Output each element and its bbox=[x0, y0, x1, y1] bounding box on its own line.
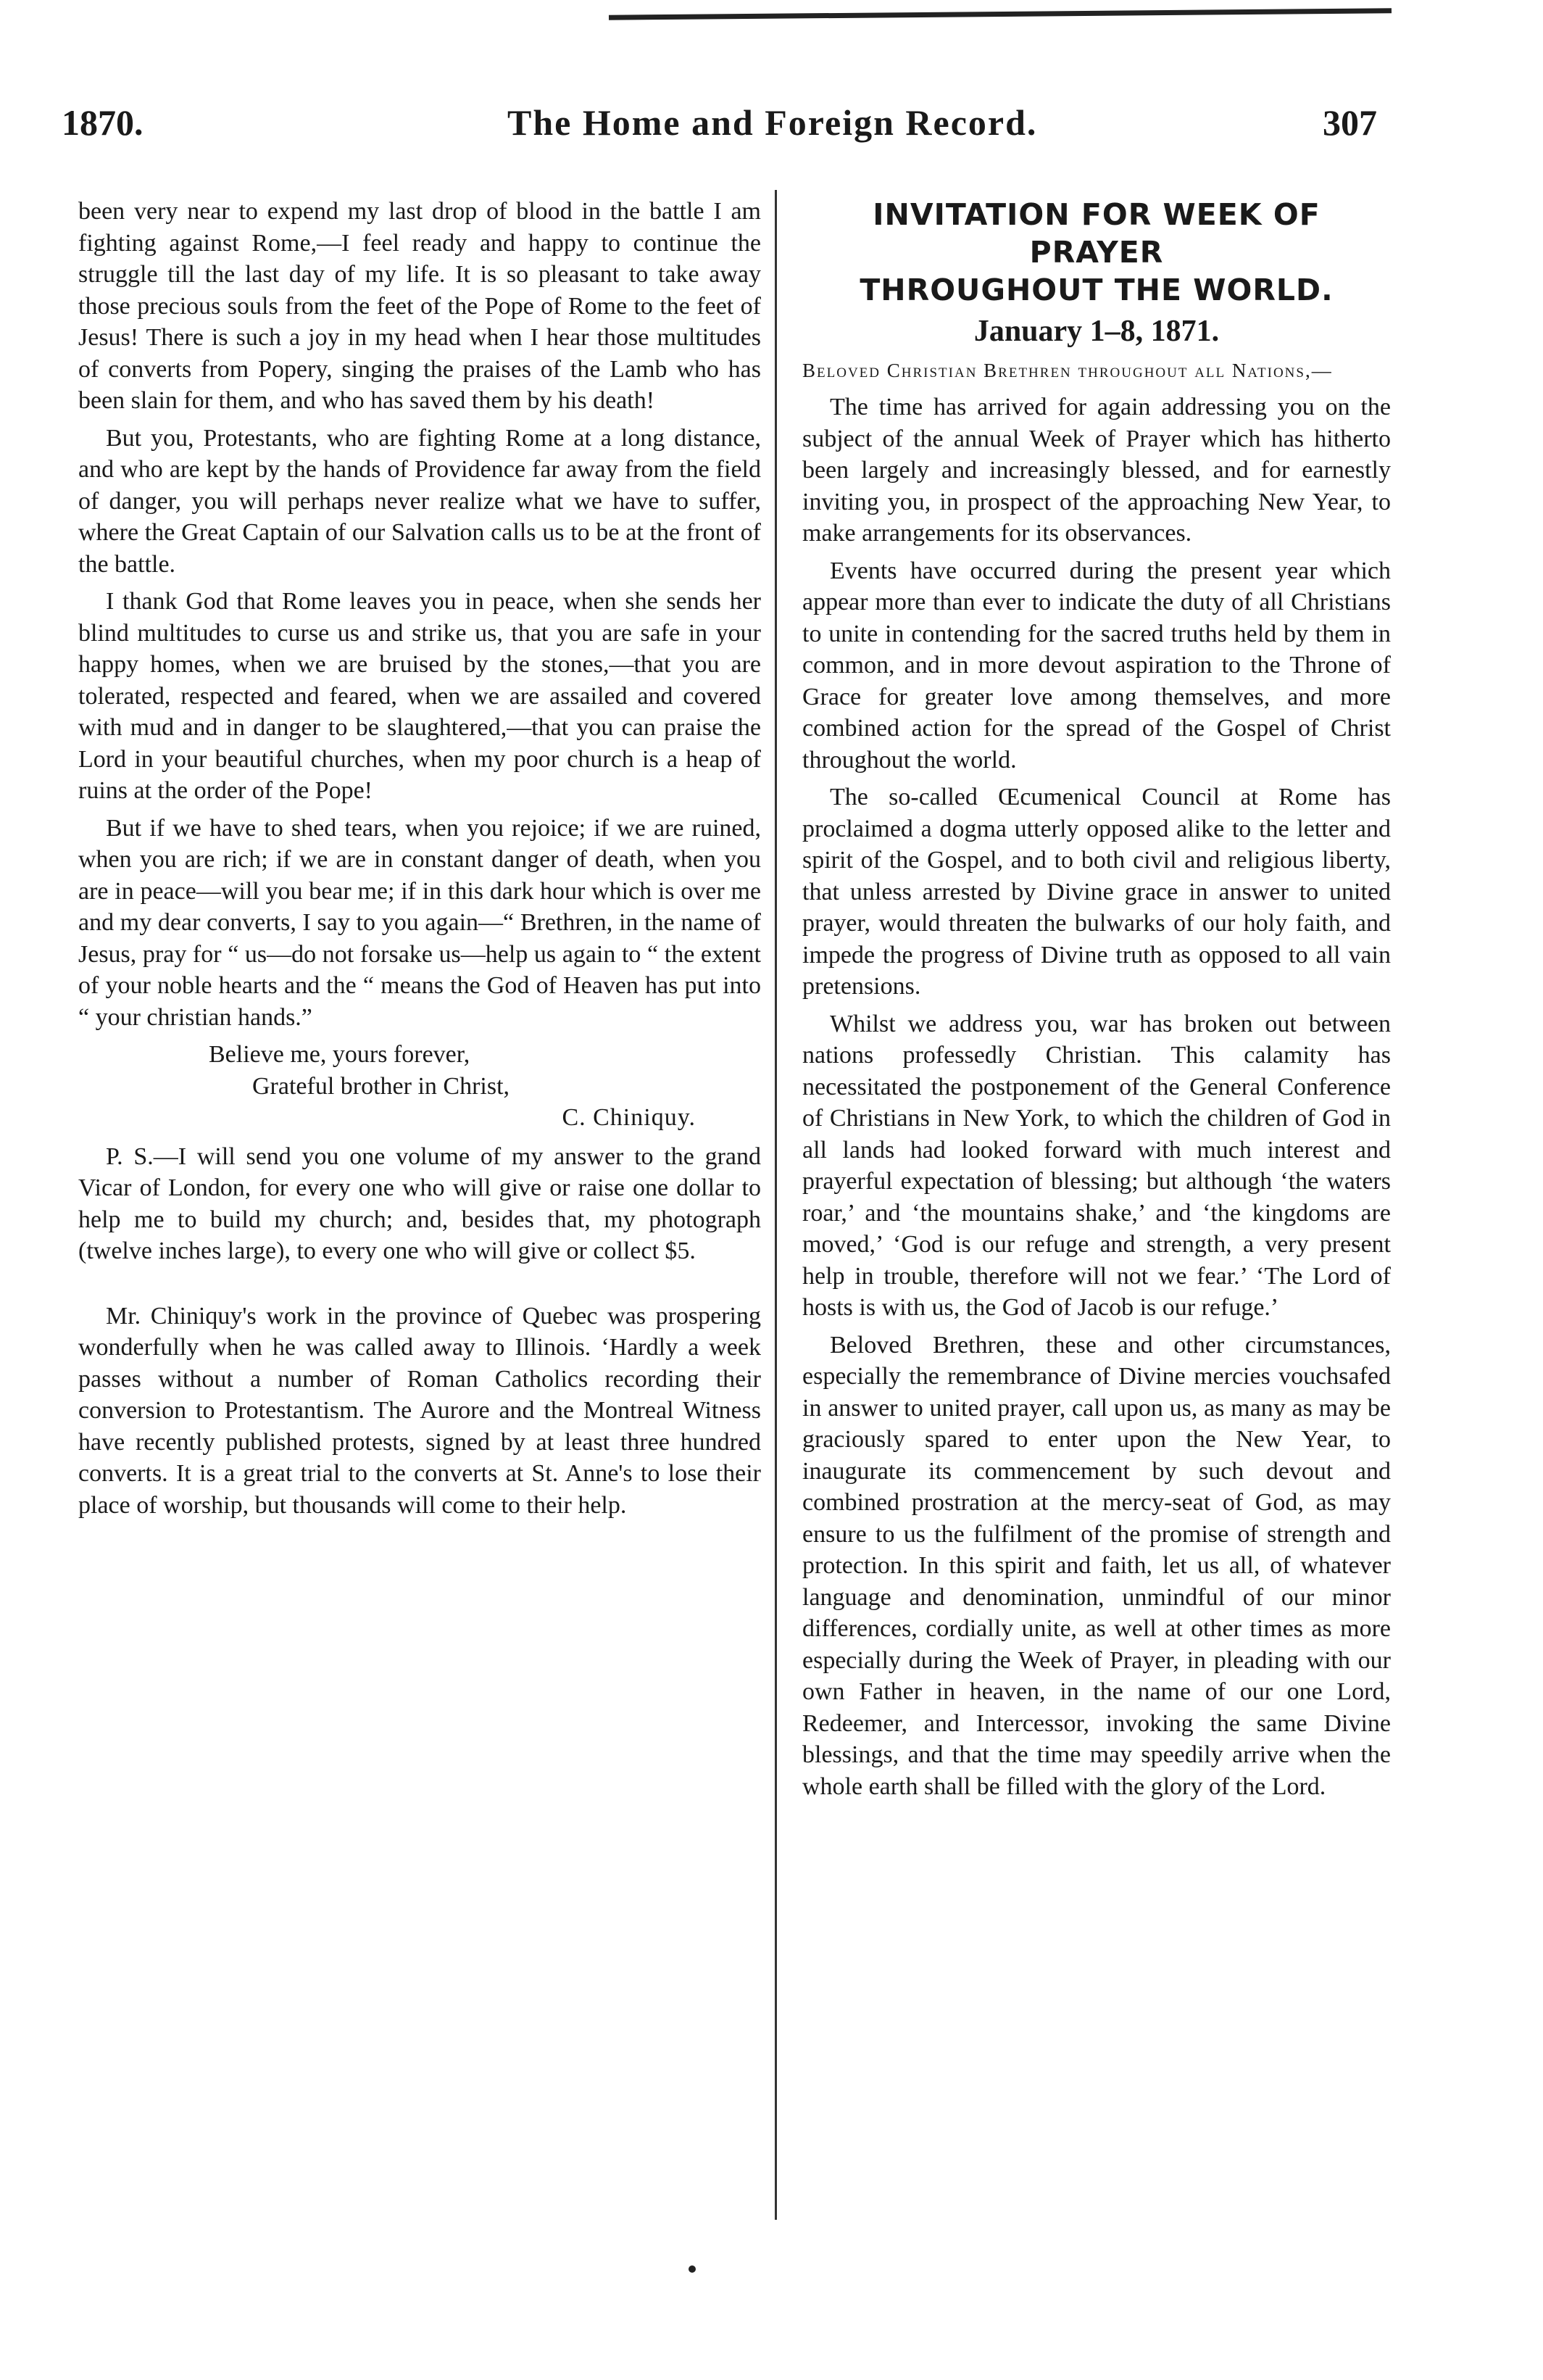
right-paragraph-4: Whilst we address you, war has broken out between nations professedly Christian. This calamity has necessitated the postponement of the General Conference of Christians in New York, to which the children of God in all lands had looked forward with much interest and prayerful expectation of blessing; but although ‘the waters roar,’ and ‘the mountains shake,’ and ‘the kingdoms are moved,’ ‘God is our refuge and strength, a very present help in trouble, therefore will not we fear.’ ‘The Lord of hosts is with us, the God of Jacob is our refuge.’ bbox=[802, 1010, 1391, 1321]
letter-signature bbox=[78, 1039, 761, 1134]
header-year: 1870. bbox=[62, 102, 144, 143]
signature-name: C. Chiniquy. bbox=[562, 1104, 696, 1131]
footer-dot bbox=[689, 2265, 696, 2273]
left-column bbox=[78, 196, 761, 1527]
header-title: The Home and Foreign Record. bbox=[507, 102, 1038, 143]
right-paragraph-1: The time has arrived for again addressing you on the subject of the annual Week of Prayer which has hitherto been largely and increasingly blessed, and for earnestly inviting you, in prospect of the approaching New Year, to make arrangements for its observances. bbox=[802, 394, 1391, 547]
top-rule bbox=[609, 8, 1392, 20]
left-paragraph-3: I thank God that Rome leaves you in peace, when she sends her blind multitudes to curse us and strike us, that you are safe in your happy homes, when we are bruised by the stones,—that you are tolerated, respected and feared, when we are assailed and covered with mud and in danger to be slaughtered,—that you can praise the Lord in your beautiful churches, when my poor church is a heap of ruins at the order of the Pope! bbox=[78, 588, 761, 804]
page-number: 307 bbox=[1323, 102, 1377, 143]
left-paragraph-2: But you, Protestants, who are fighting Rome at a long distance, and who are kept by the hands of Providence far away from the field of danger, you will perhaps never realize what we have to suffer, where the Great Captain of our Salvation calls us to be at the front of the battle. bbox=[78, 424, 761, 578]
article-title-line-2: THROUGHOUT THE WORLD. bbox=[860, 273, 1334, 307]
article-date: January 1–8, 1871. bbox=[973, 315, 1220, 348]
postscript: P. S.—I will send you one volume of my answer to the grand Vicar of London, for every one who will give or raise one dollar to help me to build my church; and, besides that, my photograph (twelve inches large), to every one who will give or collect $5. bbox=[78, 1143, 761, 1264]
left-paragraph-1: been very near to expend my last drop of blood in the battle I am fighting against Rome,—I feel ready and happy to continue the struggle till the last day of my life. It is so pleasant to take away those precious souls from the feet of the Pope of Rome to the feet of Jesus! There is such a joy in my head when I hear those multitudes of converts from Popery, singing the praises of the Lamb who has been slain for them, and who has saved them by his death! bbox=[78, 198, 761, 414]
page-header bbox=[62, 101, 1377, 159]
right-paragraph-3: The so-called Œcumenical Council at Rome has proclaimed a dogma utterly opposed alike to the letter and spirit of the Gospel, and to both civil and religious liberty, that unless arrested by Divine grace in answer to united prayer, would threaten the bulwarks of our holy faith, and impede the progress of Divine truth as opposed to all vain pretensions. bbox=[802, 784, 1391, 1000]
signature-line: Grateful brother in Christ, bbox=[252, 1072, 510, 1100]
left-closing-paragraph: Mr. Chiniquy's work in the province of Quebec was prospering wonderfully when he was called away to Illinois. ‘Hardly a week passes without a number of Roman Catholics recording their conversion to Protestantism. The Aurore and the Montreal Witness have recently published protests, signed by at least three hundred converts. It is a great trial to the converts at St. Anne's to lose their place of worship, but thousands will come to their help. bbox=[78, 1302, 761, 1519]
column-divider bbox=[775, 190, 777, 2220]
right-column bbox=[802, 196, 1391, 1808]
right-paragraph-2: Events have occurred during the present year which appear more than ever to indicate the duty of all Christians to unite in contending for the sacred truths held by them in common, and in more devout aspiration to the Throne of Grace for greater love among themselves, and more combined action for the spread of the Gospel of Christ throughout the world. bbox=[802, 557, 1391, 774]
article-title-line-1: INVITATION FOR WEEK OF PRAYER bbox=[873, 197, 1321, 270]
article-salutation: Beloved Christian Brethren throughout all Nations,— bbox=[802, 360, 1333, 381]
right-paragraph-5: Beloved Brethren, these and other circumstances, especially the remembrance of Divine mercies vouchsafed in answer to united prayer, call upon us, as many as may be graciously spared to enter upon the New Year, to inaugurate its commencement by such devout and combined prostration at the mercy-seat of God, as may ensure to us the fulfilment of the promise of strength and protection. In this spirit and faith, let us all, of whatever language and denomination, unmindful of our minor differences, cordially unite, as well at other times as more especially during the Week of Prayer, in pleading with our own Father in heaven, in the name of our one Lord, Redeemer, and Intercessor, invoking the same Divine blessings, and that the time may speedily arrive when the whole earth shall be filled with the glory of the Lord. bbox=[802, 1331, 1391, 1800]
signature-closing: Believe me, yours forever, bbox=[209, 1041, 470, 1068]
left-paragraph-4: But if we have to shed tears, when you rejoice; if we are ruined, when you are rich; if we are in constant danger of death, when you are in peace—will you bear me; if in this dark hour which is over me and my dear converts, I say to you again—“ Brethren, in the name of Jesus, pray for “ us—do not forsake us—help us again to “ the extent of your noble hearts and the “ means the God of Heaven has put into “ your christian hands.” bbox=[78, 814, 761, 1031]
